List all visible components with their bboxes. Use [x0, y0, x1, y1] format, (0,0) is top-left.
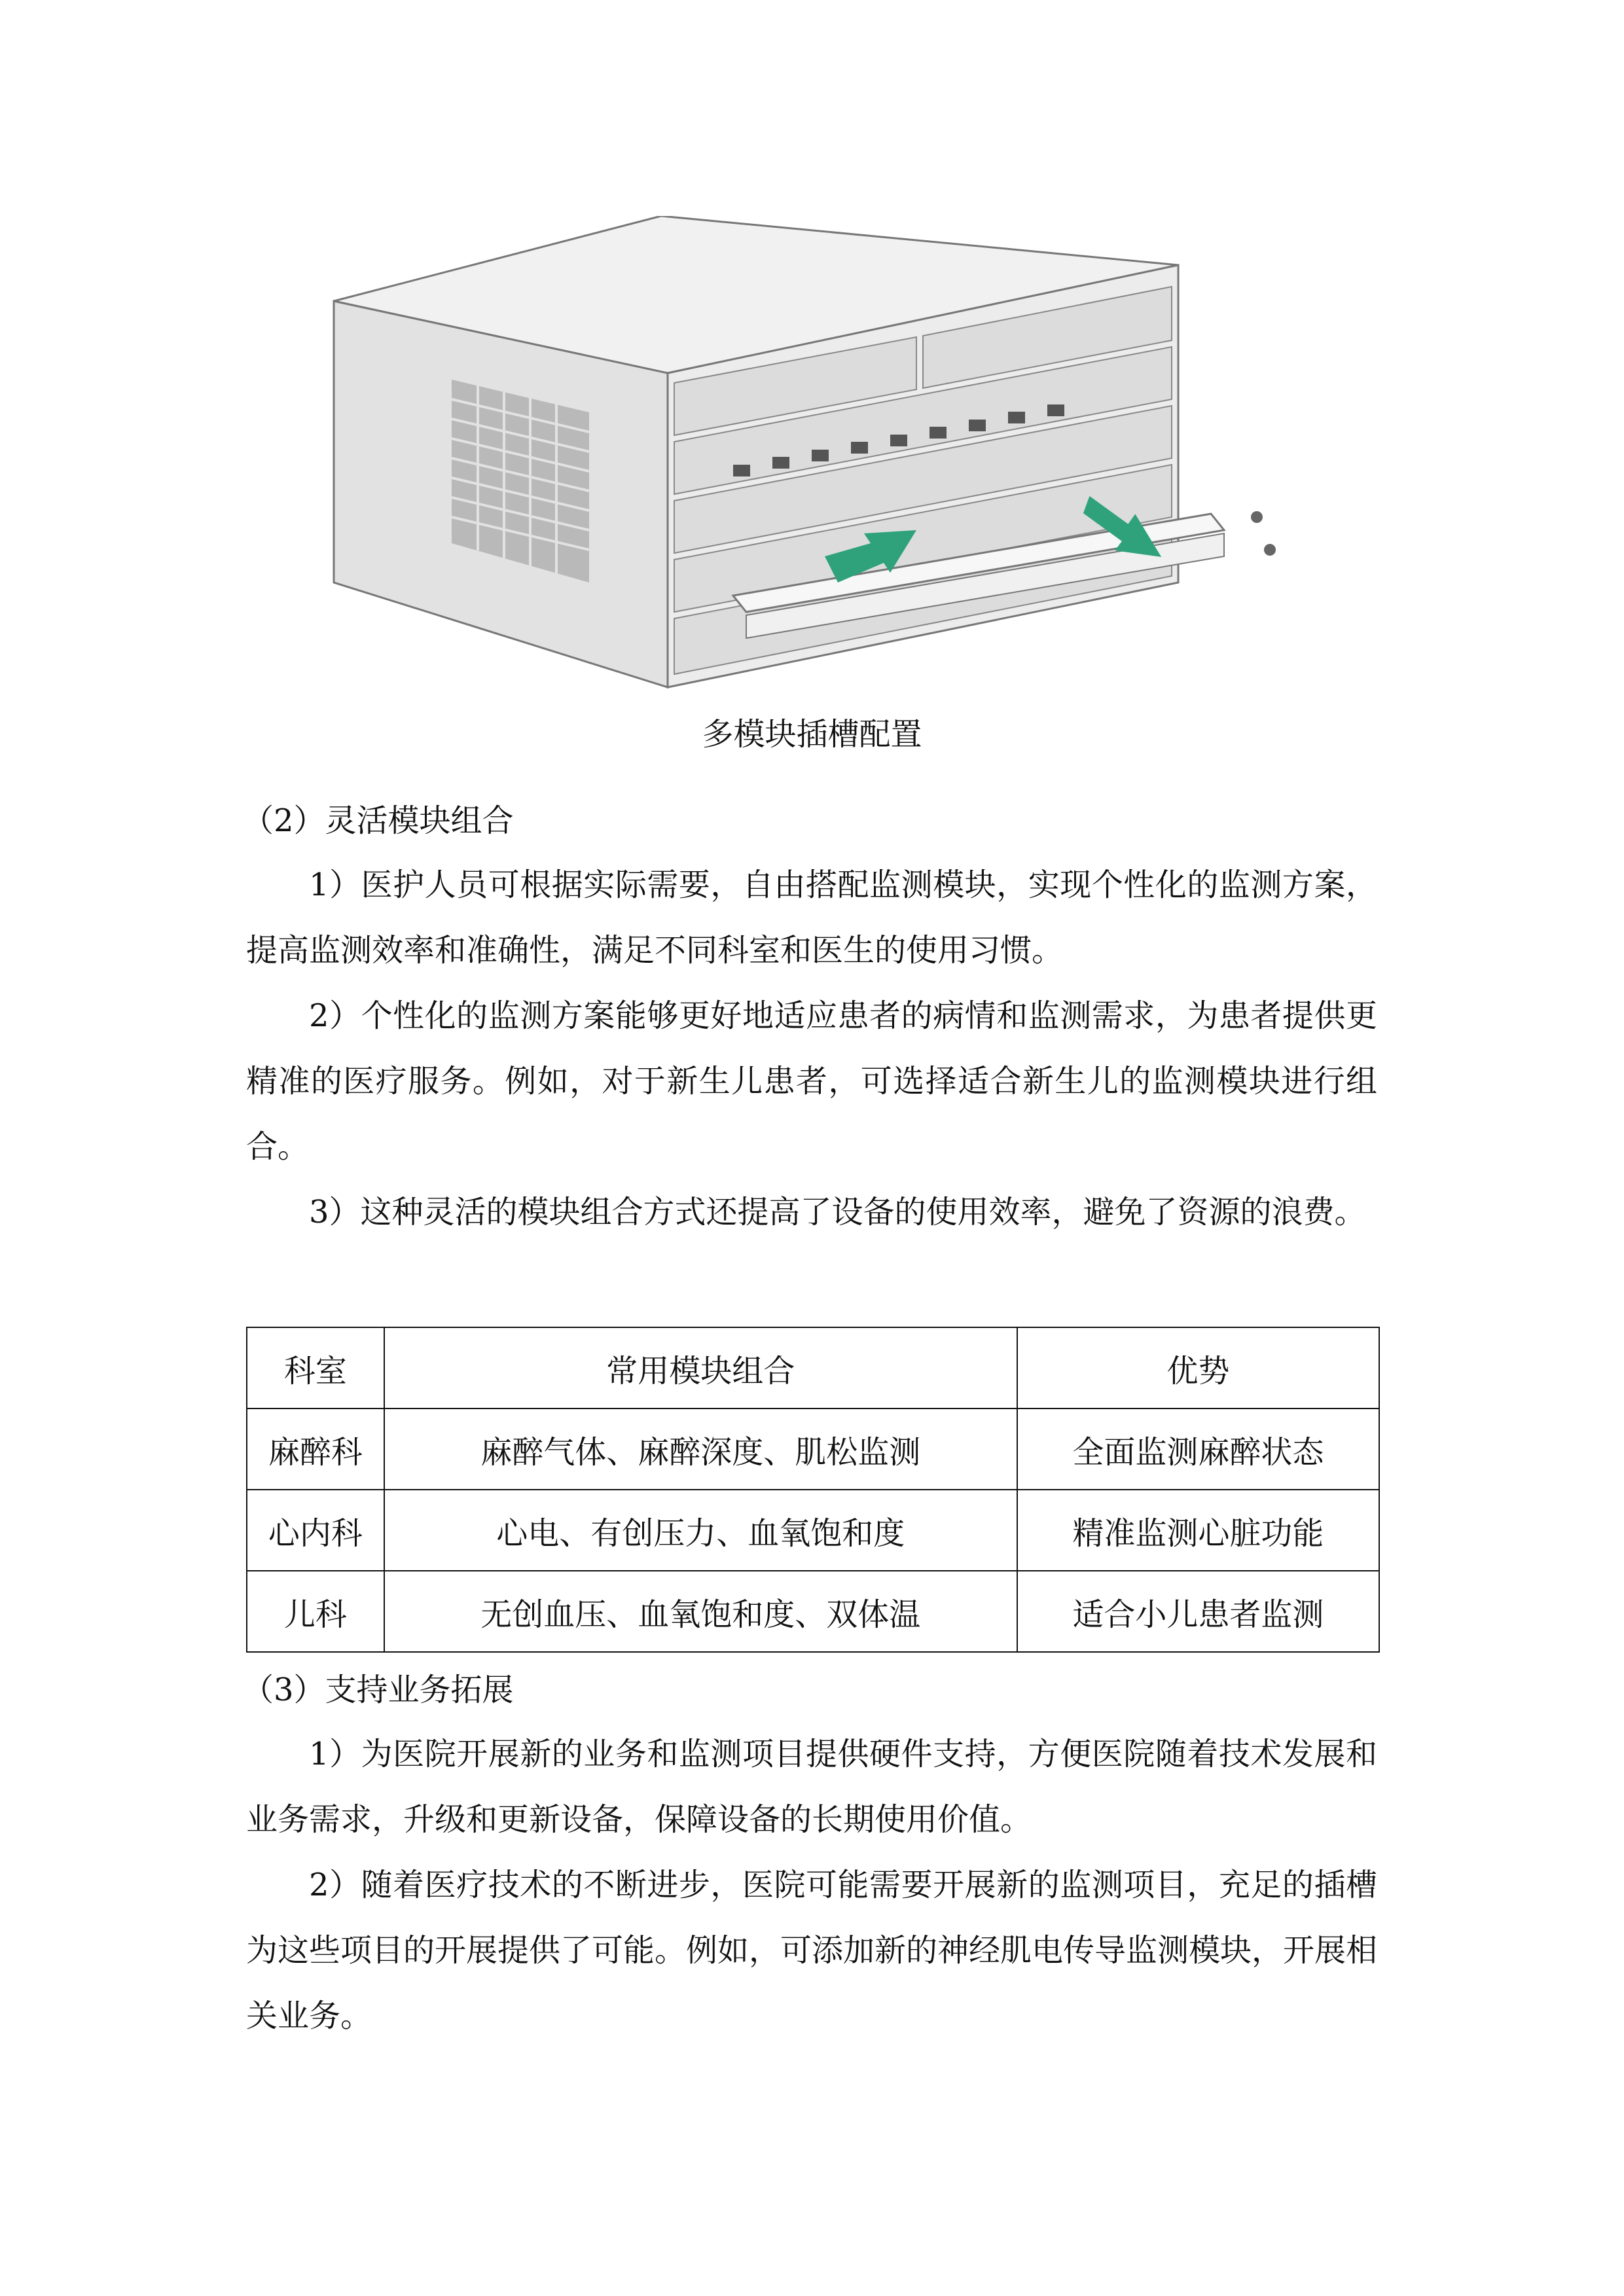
- table-cell-modules: 无创血压、血氧饱和度、双体温: [384, 1571, 1017, 1652]
- table-cell-department: 麻醉科: [247, 1408, 384, 1490]
- screws: [1251, 511, 1276, 556]
- module-combination-table: [246, 1327, 1380, 1653]
- section-heading-business-expansion: （3）支持业务拓展: [242, 1672, 514, 1708]
- paragraph-1: 1）医护人员可根据实际需要，自由搭配监测模块，实现个性化的监测方案，提高监测效率和准确性，满足不同科室和医生的使用习惯。: [246, 867, 1377, 969]
- chassis-illustration: [327, 216, 1296, 694]
- table-header-cell: 科室: [247, 1327, 384, 1408]
- paragraph-3: 3）这种灵活的模块组合方式还提高了设备的使用效率，避免了资源的浪费。: [309, 1194, 1366, 1230]
- chassis-svg: [327, 216, 1296, 694]
- paragraph-5: 2）随着医疗技术的不断进步，医院可能需要开展新的监测项目，充足的插槽为这些项目的开展提供了可能。例如，可添加新的神经肌电传导监测模块，开展相关业务。: [246, 1867, 1378, 2034]
- table-cell-modules: 麻醉气体、麻醉深度、肌松监测: [384, 1408, 1017, 1490]
- figure-caption: 多模块插槽配置: [702, 716, 922, 753]
- table-row: [247, 1490, 1379, 1571]
- table-cell-advantage: 适合小儿患者监测: [1017, 1571, 1379, 1652]
- table-cell-department: 心内科: [247, 1490, 384, 1571]
- section-heading-flexible-combination: （2）灵活模块组合: [242, 802, 514, 839]
- table-header-cell: 常用模块组合: [384, 1327, 1017, 1408]
- table-cell-modules: 心电、有创压力、血氧饱和度: [384, 1490, 1017, 1571]
- table-header-row: [247, 1327, 1379, 1408]
- paragraph-4: 1）为医院开展新的业务和监测项目提供硬件支持，方便医院随着技术发展和业务需求，升级和更新设备，保障设备的长期使用价值。: [246, 1736, 1377, 1838]
- table-row: [247, 1571, 1379, 1652]
- paragraph-2: 2）个性化的监测方案能够更好地适应患者的病情和监测需求，为患者提供更精准的医疗服务。例如，对于新生儿患者，可选择适合新生儿的监测模块进行组合。: [246, 997, 1377, 1165]
- table-cell-advantage: 全面监测麻醉状态: [1017, 1408, 1379, 1490]
- table-row: [247, 1408, 1379, 1490]
- table-header-cell: 优势: [1017, 1327, 1379, 1408]
- table-cell-department: 儿科: [247, 1571, 384, 1652]
- table-cell-advantage: 精准监测心脏功能: [1017, 1490, 1379, 1571]
